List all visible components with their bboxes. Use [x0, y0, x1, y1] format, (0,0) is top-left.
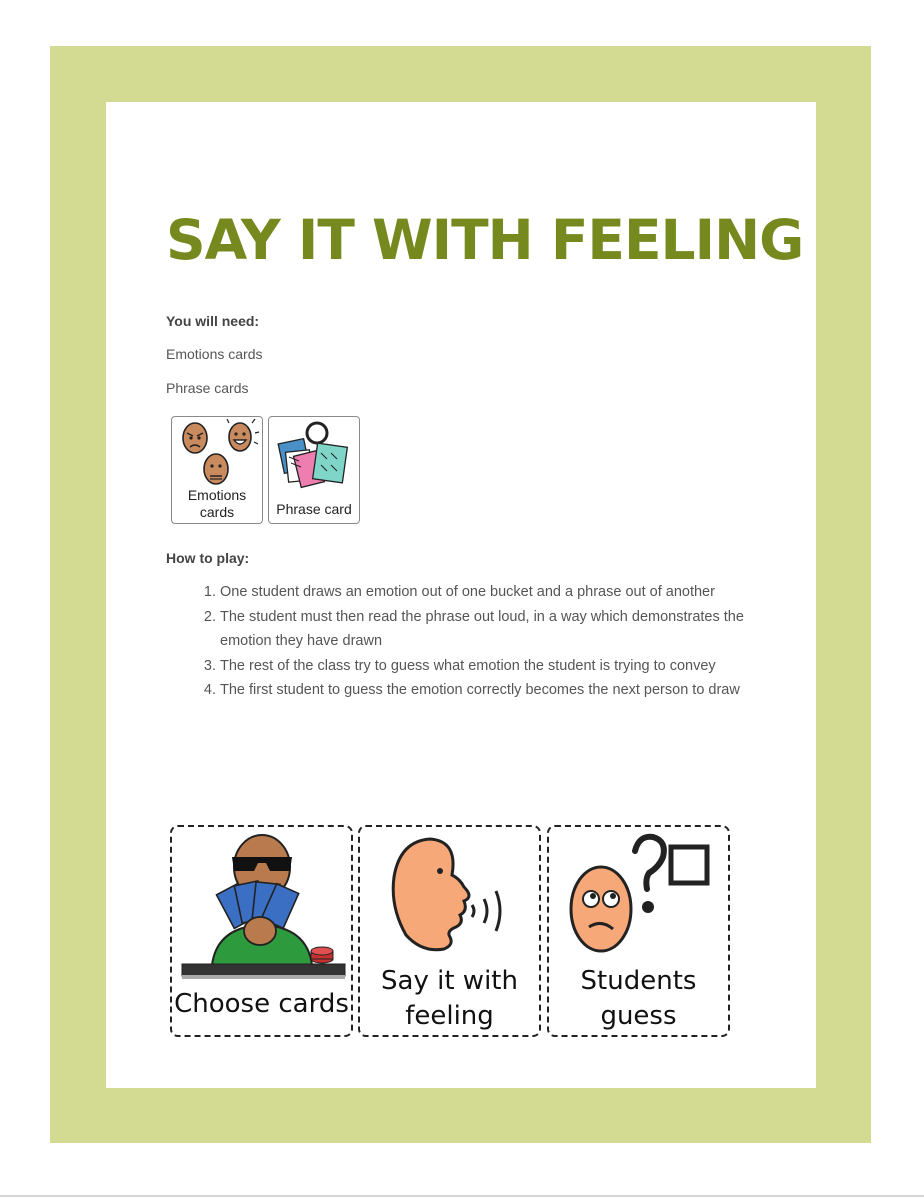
need-item-phrases: Phrase cards — [166, 380, 249, 396]
students-guess-symbol — [547, 825, 730, 1037]
instruction-step: 2. The student must then read the phrase out loud, in a way which demonstrates the emotion they have drawn — [220, 605, 790, 654]
you-will-need-heading: You will need: — [166, 313, 260, 329]
instruction-step: 1. One student draws an emotion out of one bucket and a phrase out of another — [220, 580, 790, 605]
say-it-with-feeling-symbol — [358, 825, 541, 1037]
emotions-cards-label-line2: cards — [199, 504, 235, 520]
students-guess-label-line1: Students — [580, 966, 697, 996]
say-it-label-line2: feeling — [405, 1001, 494, 1031]
instruction-step: 3. The rest of the class try to guess what emotion the student is trying to convey — [220, 654, 790, 679]
choose-cards-symbol — [170, 825, 353, 1037]
page-title: SAY IT WITH FEELING — [166, 208, 804, 272]
phrase-card-symbol — [268, 416, 360, 524]
emotions-cards-symbol — [171, 416, 263, 524]
students-guess-label-line2: guess — [600, 1001, 677, 1031]
phrase-card-label: Phrase card — [276, 501, 352, 517]
choose-cards-label: Choose cards — [174, 989, 349, 1019]
instruction-step: 4. The first student to guess the emotion correctly becomes the next person to draw — [220, 678, 790, 703]
page-bottom-rule — [0, 1195, 924, 1197]
how-to-play-heading: How to play: — [166, 550, 250, 566]
need-item-emotions: Emotions cards — [166, 346, 263, 362]
say-it-label-line1: Say it with — [381, 966, 518, 996]
instructions-list — [190, 580, 790, 703]
emotions-cards-label-line1: Emotions — [187, 487, 247, 503]
